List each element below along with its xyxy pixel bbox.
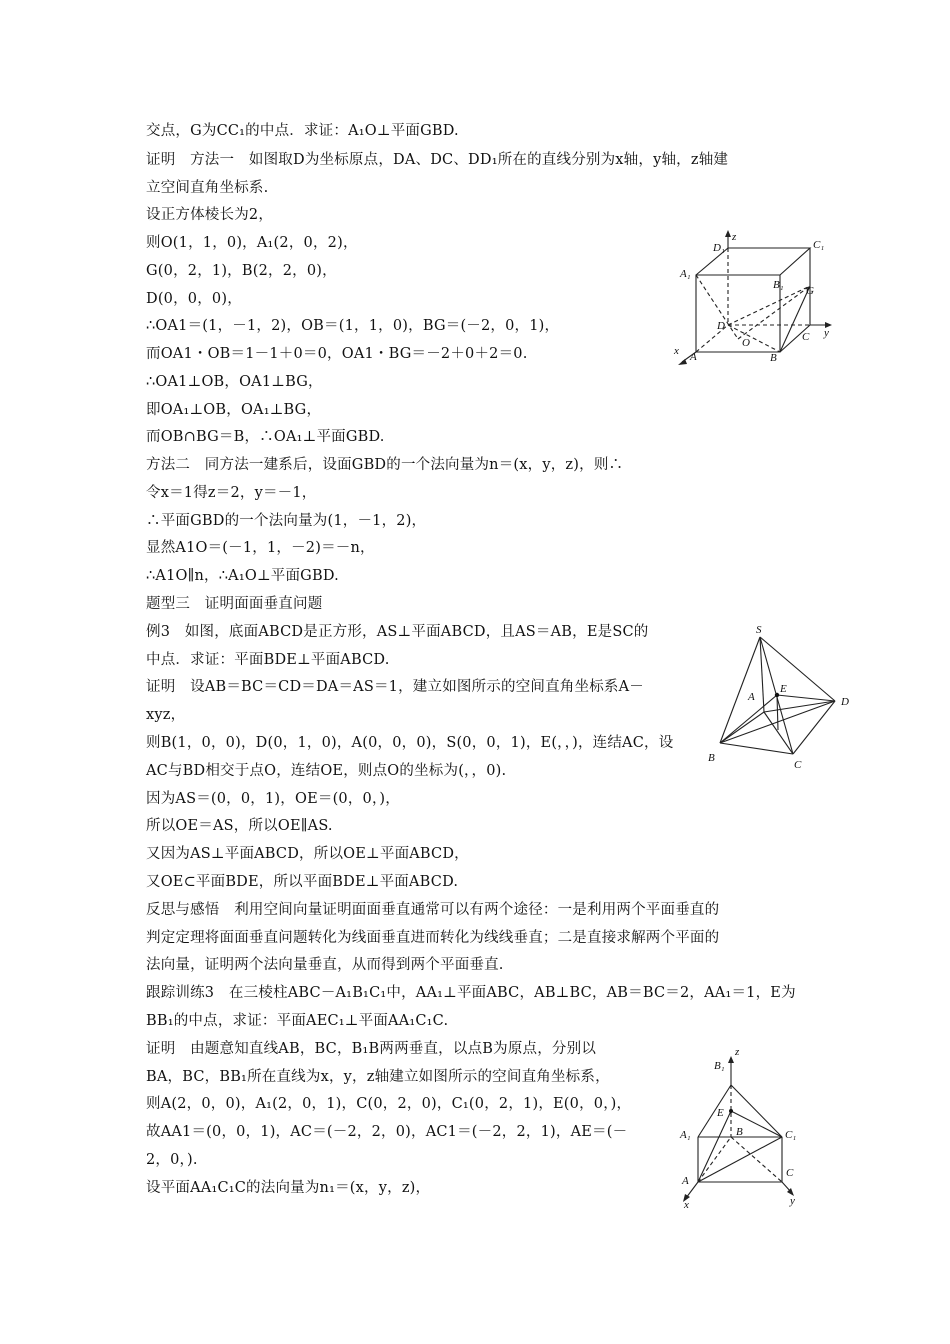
point-e [775, 693, 779, 697]
ad-edge [764, 701, 835, 712]
section-heading: 题型三 证明面面垂直问题 [146, 596, 323, 612]
figure-label: S [756, 624, 762, 636]
text-line: ∴平面GBD的一个法向量为(1，－1，2)， [146, 513, 427, 529]
figure-label: B [770, 352, 777, 364]
figure-label: B₁ [773, 279, 784, 291]
text-line: 证明 方法一 如图取D为坐标原点，DA、DC、DD₁所在的直线分别为x轴，y轴，z轴建 [146, 152, 729, 168]
figure-label: A₁ [680, 268, 691, 280]
figure-label: A [682, 1175, 689, 1187]
ba-edge [720, 712, 764, 743]
figure-label: C [786, 1167, 794, 1179]
bc-edge [720, 743, 793, 754]
text-line: 判定定理将面面垂直问题转化为线面垂直进而转化为线线垂直；二是直接求解两个平面的 [146, 930, 720, 946]
text-line: 跟踪训练3 在三棱柱ABC－A₁B₁C₁中，AA₁⊥平面ABC，AB⊥BC，AB＝BC＝2，AA₁＝1，E为 [146, 985, 796, 1001]
figure-label: D [717, 320, 725, 332]
text-line: ∴A1O∥n，∴A₁O⊥平面GBD. [146, 568, 339, 584]
figure-label: y [790, 1195, 795, 1207]
cube-front-face [696, 275, 780, 352]
text-line: 交点，G为CC₁的中点．求证：A₁O⊥平面GBD. [146, 123, 459, 139]
text-line: 2，0，). [146, 1152, 198, 1168]
text-line: 方法二 同方法一建系后，设面GBD的一个法向量为n＝(x，y，z)，则∴ [146, 457, 624, 473]
text-line: G(0，2，1)，B(2，2，0)， [146, 263, 337, 279]
figure-label: z [732, 231, 737, 243]
dg-segment [728, 286, 810, 325]
text-line: ∴OA1＝(1，－1，2)，OB＝(1，1，0)，BG＝(－2，0，1)， [146, 318, 560, 334]
text-line: xyz， [146, 707, 186, 723]
figure-label: D₁ [713, 242, 725, 254]
figure-label: E [717, 1107, 724, 1119]
text-line: D(0，0，0)， [146, 291, 242, 307]
text-line: 又因为AS⊥平面ABCD，所以OE⊥平面ABCD， [146, 846, 469, 862]
figure-label: G [806, 285, 814, 297]
text-line: 则A(2，0，0)，A₁(2，0，1)，C(0，2，0)，C₁(0，2，1)，E(0，0，)， [146, 1096, 632, 1112]
text-line: 设正方体棱长为2， [146, 207, 274, 223]
bc-edge [731, 1137, 782, 1182]
text-line: BB₁的中点，求证：平面AEC₁⊥平面AA₁C₁C. [146, 1013, 449, 1029]
ab-edge [698, 1137, 731, 1182]
figure-label: A [690, 351, 697, 363]
text-line: ∴OA1⊥OB，OA1⊥BG， [146, 374, 323, 390]
text-line: 显然A1O＝(－1，1，－2)＝－n， [146, 540, 375, 556]
cube-figure [670, 228, 840, 368]
text-line: 反思与感悟 利用空间向量证明面面垂直通常可以有两个途径：一是利用两个平面垂直的 [146, 902, 720, 918]
text-line: 例3 如图，底面ABCD是正方形，AS⊥平面ABCD，且AS＝AB，E是SC的 [146, 624, 649, 640]
text-line: 又OE⊂平面BDE，所以平面BDE⊥平面ABCD. [146, 874, 459, 890]
figure-label: C₁ [813, 239, 825, 251]
ae-segment [698, 1111, 731, 1182]
figure-label: O [742, 337, 750, 349]
figure-label: A₁ [680, 1129, 691, 1141]
ac1-segment [698, 1137, 782, 1182]
text-line: 证明 由题意知直线AB，BC，B₁B两两垂直，以点B为原点，分别以 [146, 1041, 597, 1057]
text-line: 即OA₁⊥OB，OA₁⊥BG， [146, 402, 322, 418]
figure-label: x [674, 345, 679, 357]
figure-label: D [841, 696, 849, 708]
text-line: 而OA1・OB＝1－1＋0＝0，OA1・BG＝－2＋0＋2＝0. [146, 346, 528, 362]
text-line: BA，BC，BB₁所在直线为x，y，z轴建立如图所示的空间直角坐标系， [146, 1069, 610, 1085]
og-segment [738, 286, 810, 339]
sd-edge [760, 637, 835, 701]
point-e [729, 1109, 733, 1113]
text-line: 则B(1，0，0)，D(0，1，0)，A(0，0，0)，S(0，0，1)，E(，，)，连结AC，设 [146, 735, 674, 751]
prism-figure [670, 1040, 820, 1210]
figure-label: z [735, 1046, 740, 1058]
text-line: 证明 设AB＝BC＝CD＝DA＝AS＝1，建立如图所示的空间直角坐标系A－ [146, 679, 644, 695]
text-line: AC与BD相交于点O，连结OE，则点O的坐标为(，，0). [146, 763, 507, 779]
ed-segment [777, 695, 835, 701]
figure-label: B [708, 752, 715, 764]
text-line: 立空间直角坐标系. [146, 180, 269, 196]
text-line: 法向量，证明两个法向量垂直，从而得到两个平面垂直. [146, 957, 504, 973]
figure-label: C [802, 331, 810, 343]
figure-label: x [684, 1199, 689, 1211]
text-line: 所以OE＝AS，所以OE∥AS. [146, 818, 333, 834]
figure-label: B [736, 1126, 743, 1138]
figure-label: E [780, 683, 787, 695]
figure-label: B₁ [714, 1060, 725, 1072]
text-line: 因为AS＝(0，0，1)，OE＝(0，0，)， [146, 791, 400, 807]
text-line: 中点．求证：平面BDE⊥平面ABCD. [146, 652, 390, 668]
figure-label: A [748, 691, 755, 703]
text-line: 而OB∩BG＝B，∴OA₁⊥平面GBD. [146, 429, 385, 445]
text-line: 设平面AA₁C₁C的法向量为n₁＝(x，y，z)， [146, 1180, 431, 1196]
figure-label: C₁ [785, 1129, 797, 1141]
text-line: 故AA1＝(0，0，1)，AC＝(－2，2，0)，AC1＝(－2，2，1)，AE＝(－ [146, 1124, 628, 1140]
text-line: 令x＝1得z＝2，y＝－1， [146, 485, 317, 501]
pyramid-figure [700, 620, 865, 775]
prism-edge [698, 1085, 731, 1137]
db-segment [728, 325, 780, 352]
figure-label: y [824, 327, 829, 339]
text-line: 则O(1，1，0)，A₁(2，0，2)， [146, 235, 358, 251]
figure-label: C [794, 759, 802, 771]
sb-edge [720, 637, 760, 743]
